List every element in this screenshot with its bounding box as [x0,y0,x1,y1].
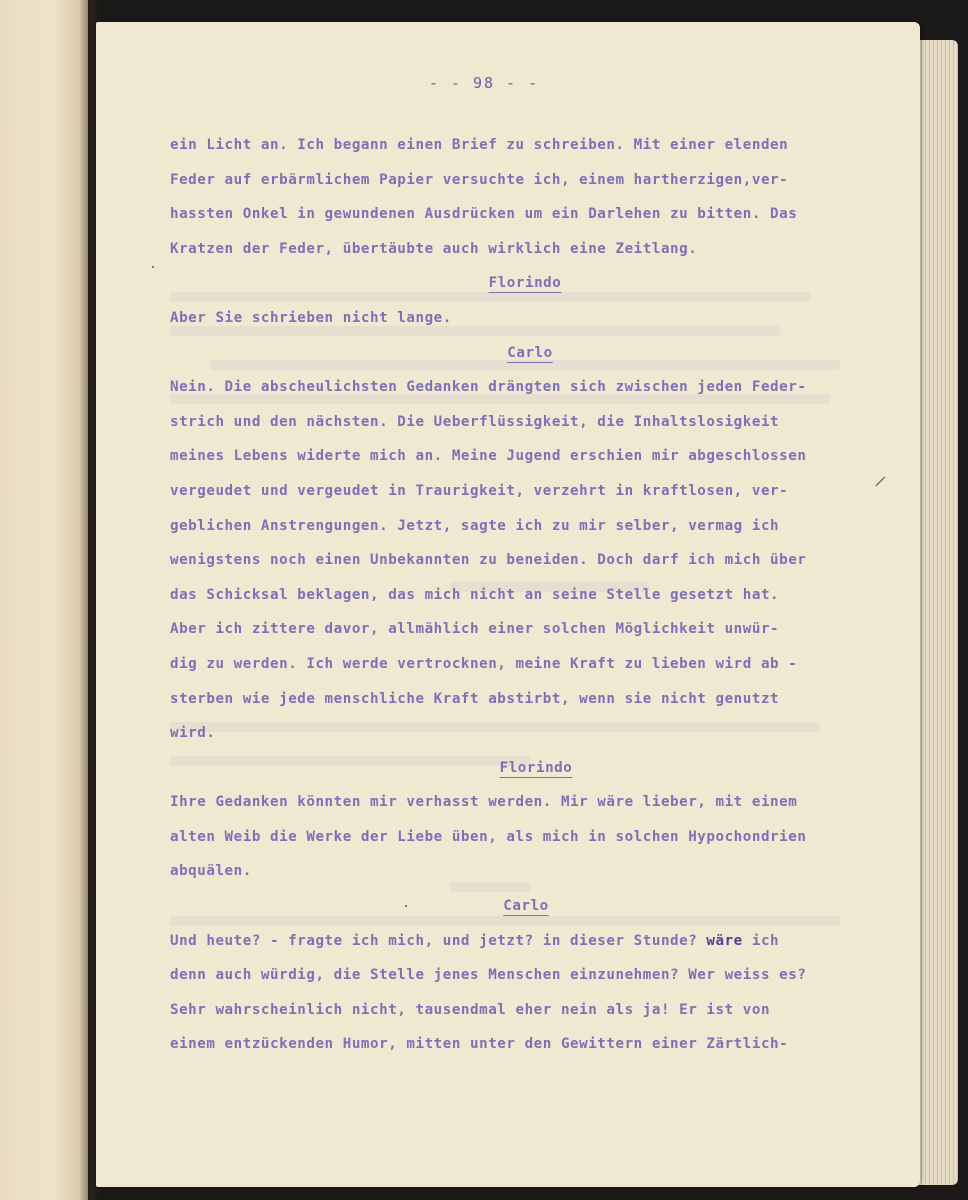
paper-speck [152,266,154,268]
speaker-heading [170,889,890,924]
left-facing-page [0,0,88,1200]
page-number: - - 98 - - [428,74,540,92]
speaker-heading [170,266,890,301]
text-line: das Schicksal beklagen, das mich nicht an seine Stelle gesetzt hat. [170,586,780,603]
text-line: abquälen. [170,863,252,880]
speaker-name: Carlo [507,344,553,361]
text-line: alten Weib die Werke der Liebe üben, als mich in solchen Hypochondrien [170,828,807,845]
speaker-heading [170,751,890,786]
text-line: denn auch würdig, die Stelle jenes Menschen einzunehmen? Wer weiss es? [170,967,807,984]
text-line: wenigstens noch einen Unbekannten zu beneiden. Doch darf ich mich über [170,552,807,569]
speaker-name: Florindo [499,759,573,776]
text-line: Aber Sie schrieben nicht lange. [170,309,452,326]
text-line: Ihre Gedanken könnten mir verhasst werden. Mir wäre lieber, mit einem [170,794,798,811]
text-line: geblichen Anstrengungen. Jetzt, sagte ich zu mir selber, vermag ich [170,517,780,534]
text-line: vergeudet und vergeudet in Traurigkeit, verzehrt in kraftlosen, ver- [170,482,789,499]
darker-typed-word: wäre [706,932,743,949]
text-line: Sehr wahrscheinlich nicht, tausendmal eher nein als ja! Er ist von [170,1001,771,1018]
text-line [170,924,890,959]
speaker-heading [170,336,890,371]
text-line: dig zu werden. Ich werde vertrocknen, meine Kraft zu lieben wird ab - [170,655,798,672]
text-segment: ich [742,932,780,949]
text-line: sterben wie jede menschliche Kraft abstirbt, wenn sie nicht genutzt [170,690,780,707]
text-line: Nein. Die abscheulichsten Gedanken drängten sich zwischen jeden Feder- [170,379,807,396]
typed-text [170,128,890,1062]
text-line: einem entzückenden Humor, mitten unter den Gewittern einer Zärtlich- [170,1036,789,1053]
text-line: meines Lebens widerte mich an. Meine Jugend erschien mir abgeschlossen [170,448,807,465]
text-line: Kratzen der Feder, übertäubte auch wirklich eine Zeitlang. [170,240,698,257]
paper-speck [405,905,407,907]
text-line: hassten Onkel in gewundenen Ausdrücken um ein Darlehen zu bitten. Das [170,206,798,223]
text-line: ein Licht an. Ich begann einen Brief zu schreiben. Mit einer elenden [170,137,789,153]
text-segment: Und heute? - fragte ich mich, und jetzt? in dieser Stunde? [170,932,707,949]
text-line: Feder auf erbärmlichem Papier versuchte ich, einem hartherzigen,ver- [170,171,789,188]
text-line: strich und den nächsten. Die Ueberflüssigkeit, die Inhaltslosigkeit [170,413,780,430]
speaker-name: Carlo [503,898,549,915]
text-line: wird. [170,725,216,742]
pencil-mark: / [873,473,887,491]
speaker-name: Florindo [488,275,562,292]
text-line: Aber ich zittere davor, allmählich einer solchen Möglichkeit unwür- [170,621,780,638]
